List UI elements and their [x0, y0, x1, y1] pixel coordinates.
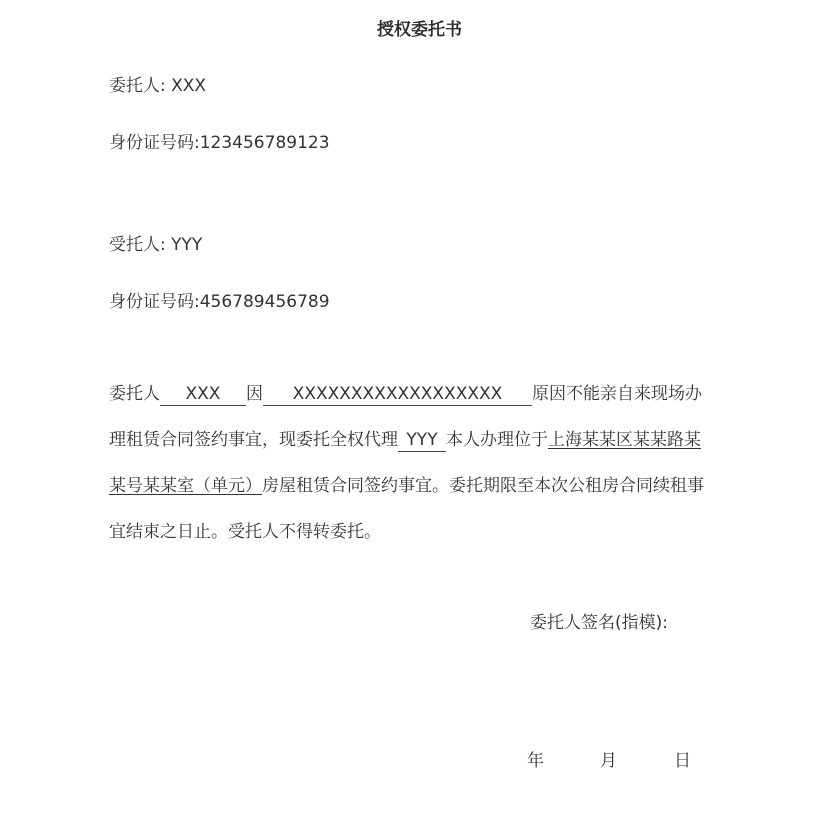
reason-blank: XXXXXXXXXXXXXXXXXX	[263, 384, 532, 406]
principal-id-line: 身份证号码:123456789123	[109, 133, 330, 153]
paragraph-text: 理租赁合同签约事宜，现委托全权代理	[109, 430, 398, 450]
paragraph-text: 因	[246, 384, 263, 404]
signature-label: 委托人签名(指模):	[530, 613, 668, 633]
principal-name-blank: XXX	[160, 384, 246, 406]
paragraph-line-4	[109, 520, 381, 544]
document-title: 授权委托书	[377, 20, 462, 40]
agent-id-line: 身份证号码:456789456789	[109, 292, 330, 312]
paragraph-line-3	[109, 474, 704, 498]
paragraph-text: 宜结束之日止。受托人不得转委托。	[109, 522, 381, 542]
address-underlined: 某号某某室（单元）	[109, 476, 262, 496]
date-day-label: 日	[674, 751, 691, 771]
paragraph-line-1	[109, 382, 702, 406]
paragraph-text: 委托人	[109, 384, 160, 404]
paragraph-text: 原因不能亲自来现场办	[532, 384, 702, 404]
date-year-label: 年	[527, 751, 544, 771]
paragraph-text: 房屋租赁合同签约事宜。委托期限至本次公租房合同续租事	[262, 476, 704, 496]
paragraph-text: 本人办理位于	[446, 430, 548, 450]
paragraph-line-2	[109, 428, 701, 452]
principal-name-line: 委托人: XXX	[109, 76, 207, 96]
agent-name-line: 受托人: YYY	[109, 235, 203, 255]
agent-name-blank: YYY	[398, 430, 446, 452]
date-month-label: 月	[600, 751, 617, 771]
address-underlined: 上海某某区某某路某	[548, 430, 701, 450]
